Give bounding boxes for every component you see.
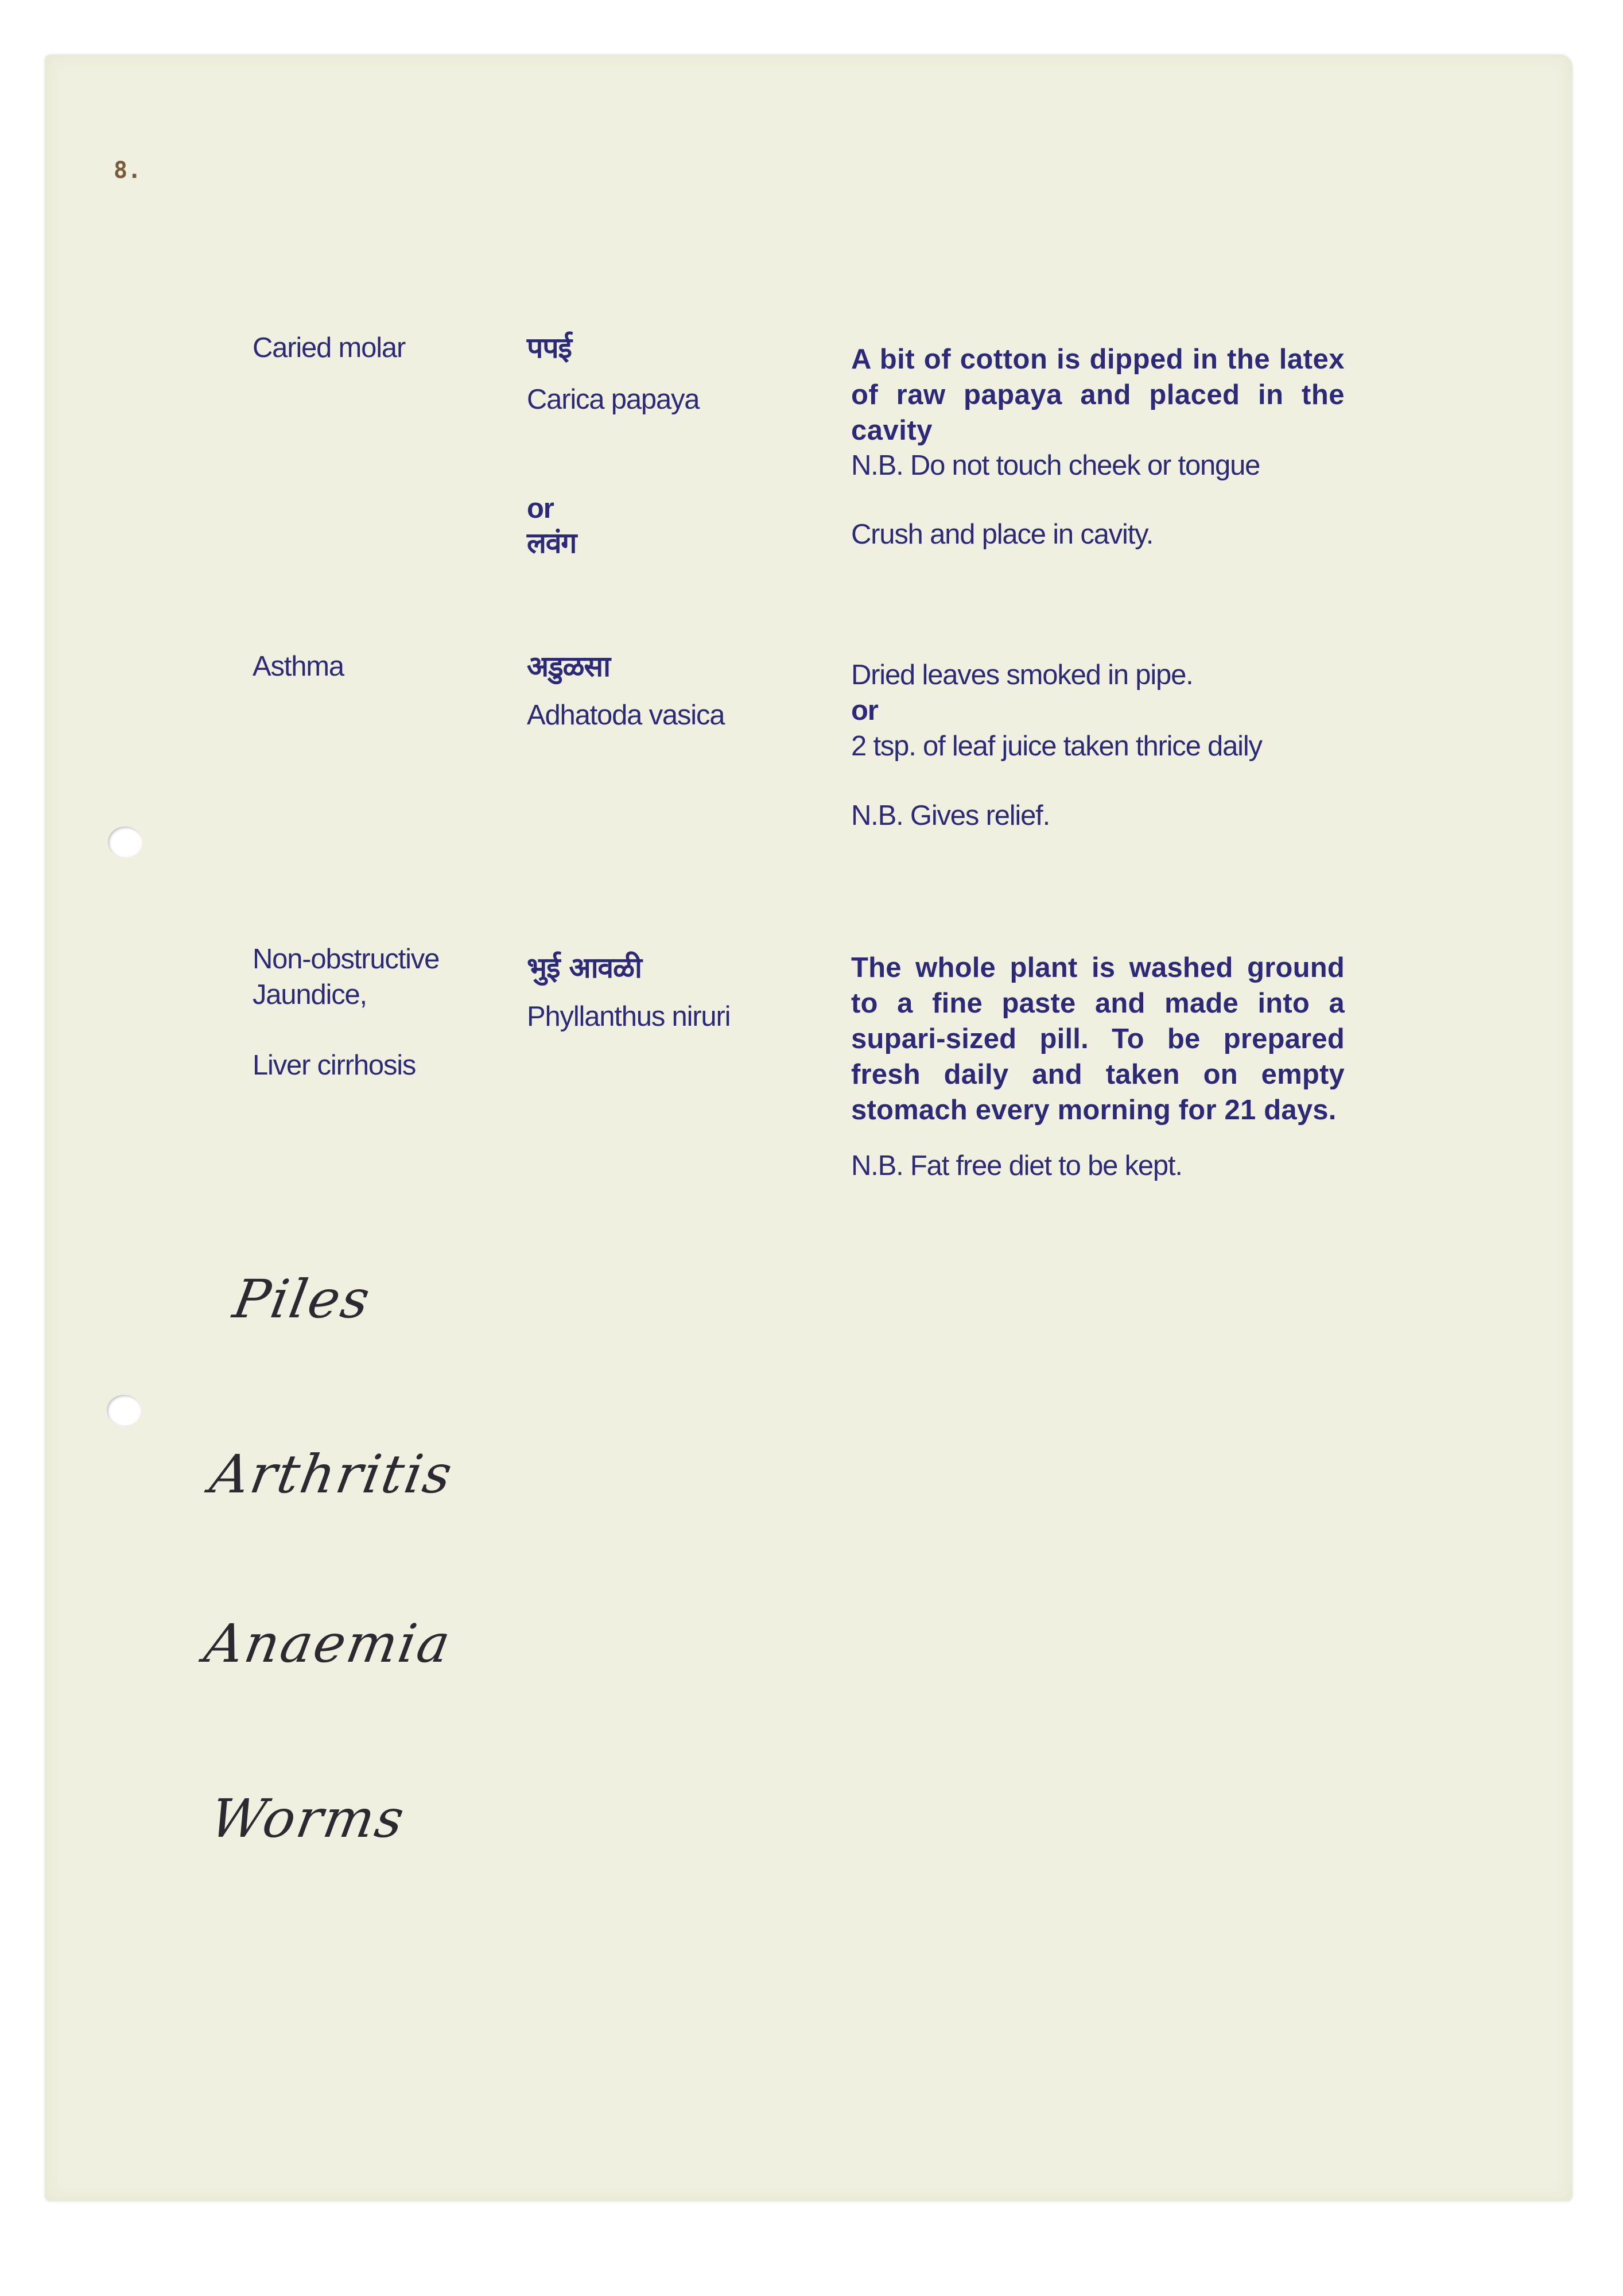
punch-hole-lower [107, 1395, 141, 1426]
local-name-bhui-avali: भुई आवळी [527, 951, 642, 984]
condition-asthma: Asthma [253, 651, 344, 682]
botanical-name-phyllanthus-niruri: Phyllanthus niruri [527, 1001, 731, 1032]
instructions-jaundice: The whole plant is washed ground to a fine paste and made into a supari-sized pill. To be prepared fresh daily and taken on empty stomach every morning for 21 days. [851, 952, 1345, 1126]
note-papaya: N.B. Do not touch cheek or tongue [851, 450, 1260, 481]
condition-liver-cirrhosis: Liver cirrhosis [253, 1050, 416, 1081]
condition-non-obstructive: Non-obstructive [253, 944, 440, 975]
note-jaundice: N.B. Fat free diet to be kept. [851, 1150, 1182, 1181]
instructions-papaya: A bit of cotton is dipped in the latex of raw papaya and placed in the cavity [851, 344, 1345, 446]
connector-or-clove: or [527, 493, 554, 524]
handwritten-piles: Piles [228, 1269, 376, 1330]
instructions-asthma-smoke: Dried leaves smoked in pipe. [851, 660, 1193, 691]
instructions-clove: Crush and place in cavity. [851, 519, 1154, 550]
punch-hole-upper [108, 827, 142, 858]
page-mark: 8. [114, 157, 142, 184]
botanical-name-carica-papaya: Carica papaya [527, 384, 700, 415]
condition-caried-molar: Caried molar [253, 332, 406, 363]
note-asthma: N.B. Gives relief. [851, 800, 1050, 831]
connector-or-asthma: or [851, 695, 878, 726]
handwritten-arthritis: Arthritis [205, 1444, 459, 1505]
local-name-papai: पपई [527, 331, 572, 364]
handwritten-worms: Worms [205, 1788, 410, 1849]
local-name-lavang: लवंग [527, 526, 577, 560]
condition-jaundice: Jaundice, [253, 979, 367, 1010]
local-name-adulsa: अडुळसा [527, 650, 610, 683]
instructions-asthma-juice: 2 tsp. of leaf juice taken thrice daily [851, 731, 1262, 762]
botanical-name-adhatoda-vasica: Adhatoda vasica [527, 700, 725, 731]
document-sheet [45, 55, 1572, 2201]
handwritten-anaemia: Anaemia [200, 1613, 456, 1674]
